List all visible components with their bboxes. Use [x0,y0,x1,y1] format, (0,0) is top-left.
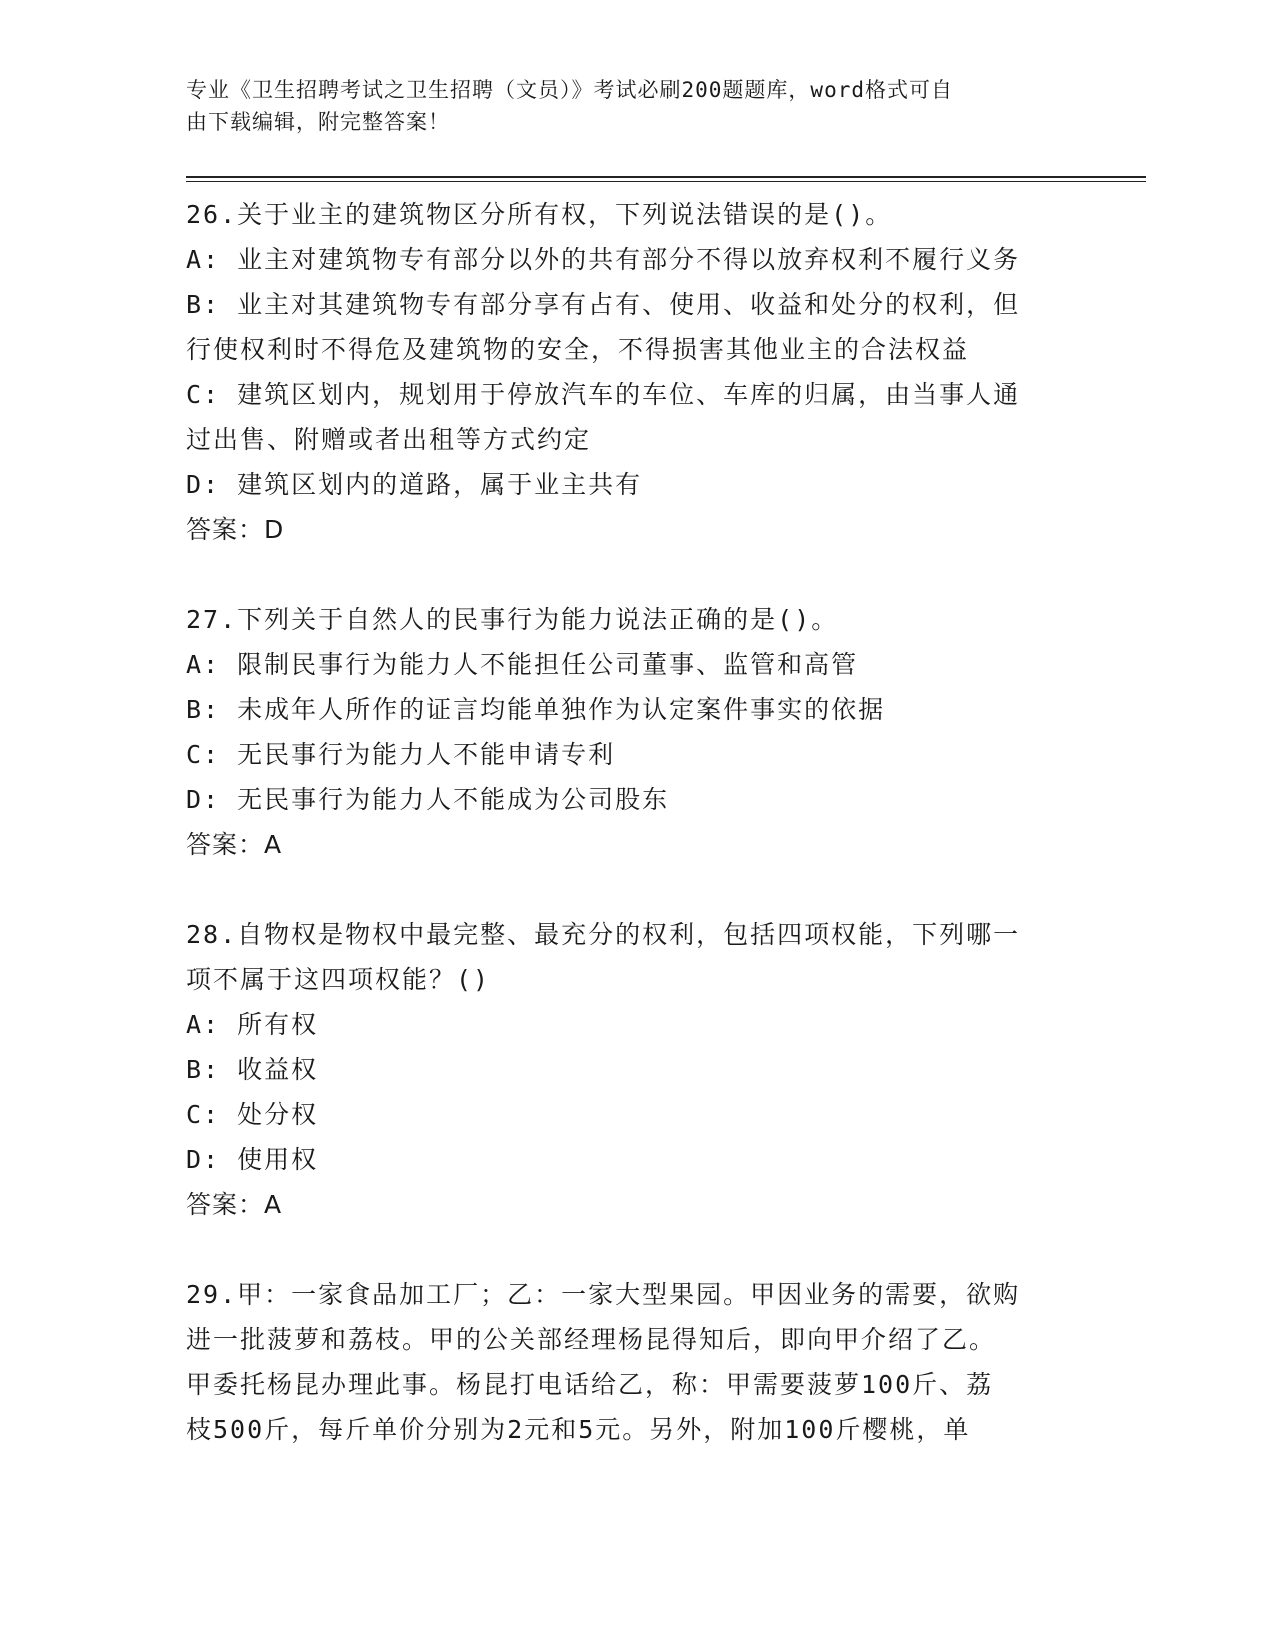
question-list [186,192,1066,1497]
question-stem: 27.下列关于自然人的民事行为能力说法正确的是()。 [186,605,839,634]
header-divider-thick [186,176,1146,178]
option-a: A: 业主对建筑物专有部分以外的共有部分不得以放弃权利不履行义务 [186,245,1021,274]
question-stem: 26.关于业主的建筑物区分所有权，下列说法错误的是()。 [186,200,893,229]
option-d: D: 无民事行为能力人不能成为公司股东 [186,785,670,814]
question-stem: 29.甲：一家食品加工厂；乙：一家大型果园。甲因业务的需要，欲购 [186,1280,1021,1309]
question-stem-continued: 枝500斤，每斤单价分别为2元和5元。另外，附加100斤樱桃，单 [186,1415,971,1444]
question-26 [186,192,1066,552]
question-27 [186,597,1066,867]
question-stem: 28.自物权是物权中最完整、最充分的权利，包括四项权能，下列哪一 [186,920,1021,949]
option-c-continued: 过出售、附赠或者出租等方式约定 [186,425,592,454]
option-b-continued: 行使权利时不得危及建筑物的安全，不得损害其他业主的合法权益 [186,335,970,364]
header-divider-thin [186,181,1146,182]
option-c: C: 处分权 [186,1100,319,1129]
option-b: B: 未成年人所作的证言均能单独作为认定案件事实的依据 [186,695,886,724]
answer-label: 答案：A [186,830,283,859]
header-line-2: 由下载编辑，附完整答案！ [186,110,450,134]
option-a: A: 所有权 [186,1010,319,1039]
document-header [186,74,1066,138]
question-stem-continued: 进一批菠萝和荔枝。甲的公关部经理杨昆得知后，即向甲介绍了乙。 [186,1325,997,1354]
option-d: D: 建筑区划内的道路，属于业主共有 [186,470,643,499]
option-b: B: 业主对其建筑物专有部分享有占有、使用、收益和处分的权利，但 [186,290,1021,319]
option-c: C: 建筑区划内，规划用于停放汽车的车位、车库的归属，由当事人通 [186,380,1021,409]
question-stem-continued: 项不属于这四项权能？() [186,965,491,994]
option-d: D: 使用权 [186,1145,319,1174]
question-stem-continued: 甲委托杨昆办理此事。杨昆打电话给乙，称：甲需要菠萝100斤、荔 [186,1370,994,1399]
option-a: A: 限制民事行为能力人不能担任公司董事、监管和高管 [186,650,859,679]
question-29 [186,1272,1066,1452]
option-c: C: 无民事行为能力人不能申请专利 [186,740,616,769]
header-line-1: 专业《卫生招聘考试之卫生招聘（文员）》考试必刷200题题库，word格式可自 [186,78,953,102]
answer-label: 答案：D [186,515,285,544]
option-b: B: 收益权 [186,1055,319,1084]
question-28 [186,912,1066,1227]
answer-label: 答案：A [186,1190,283,1219]
